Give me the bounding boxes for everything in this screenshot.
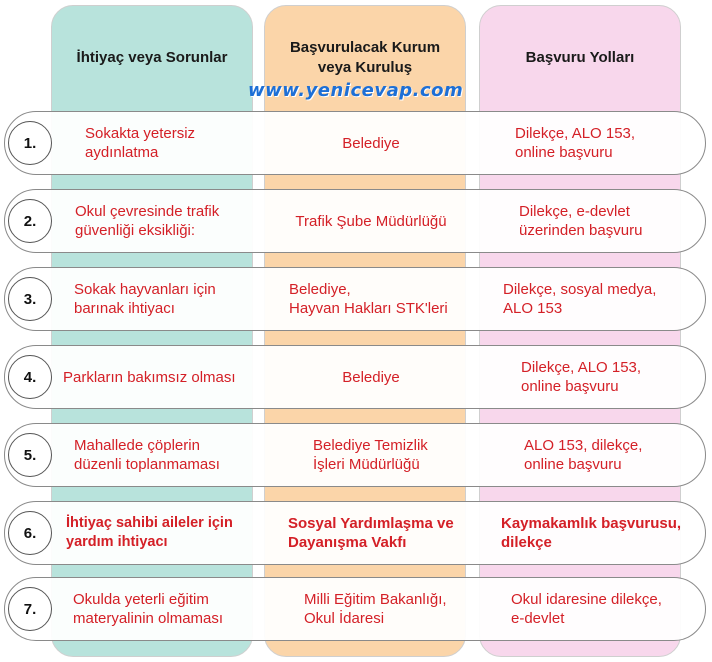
need-cell: Parkların bakımsız olması xyxy=(63,368,236,386)
needs-header: İhtiyaç veya Sorunlar xyxy=(76,49,228,66)
institution-cell: Belediye xyxy=(342,368,400,386)
need-cell: Mahallede çöplerin düzenli toplanmaması xyxy=(74,437,220,473)
need-cell: Okul çevresinde trafik güvenliği eksikliği: xyxy=(75,203,220,239)
institution-cell: Belediye Temizlik İşleri Müdürlüğü xyxy=(313,437,428,473)
row-number: 6. xyxy=(8,511,52,555)
ways-header: Başvuru Yolları xyxy=(525,49,635,66)
table-row xyxy=(4,345,706,409)
need-cell: Sokak hayvanları için barınak ihtiyacı xyxy=(74,281,216,317)
need-cell: Okulda yeterli eğitim materyalinin olmaması xyxy=(73,591,224,627)
ways-cell: Dilekçe, e-devlet üzerinden başvuru xyxy=(519,203,643,239)
need-cell: Sokakta yetersiz aydınlatma xyxy=(85,125,196,161)
ways-cell: ALO 153, dilekçe, online başvuru xyxy=(524,437,643,473)
institution-cell: Trafik Şube Müdürlüğü xyxy=(295,212,447,230)
institution-cell: Belediye, Hayvan Hakları STK'leri xyxy=(289,281,448,317)
watermark: www.yenicevap.com xyxy=(248,80,464,101)
ways-cell: Kaymakamlık başvurusu, dilekçe xyxy=(501,515,682,551)
row-number: 2. xyxy=(8,199,52,243)
table-row xyxy=(4,111,706,175)
ways-cell: Okul idaresine dilekçe, e-devlet xyxy=(511,591,662,627)
table-row xyxy=(4,267,706,331)
table-row xyxy=(4,189,706,253)
table-row xyxy=(4,423,706,487)
ways-cell: Dilekçe, ALO 153, online başvuru xyxy=(521,359,642,395)
row-number: 5. xyxy=(8,433,52,477)
institution-cell: Belediye xyxy=(342,134,400,152)
row-number: 3. xyxy=(8,277,52,321)
ways-cell: Dilekçe, sosyal medya, ALO 153 xyxy=(503,281,657,317)
row-number: 7. xyxy=(8,587,52,631)
row-number: 1. xyxy=(8,121,52,165)
institution-cell: Milli Eğitim Bakanlığı, Okul İdaresi xyxy=(304,591,447,627)
table-row xyxy=(4,501,706,565)
table-row xyxy=(4,577,706,641)
institution-cell: Sosyal Yardımlaşma ve Dayanışma Vakfı xyxy=(288,515,454,551)
row-number: 4. xyxy=(8,355,52,399)
institution-header: Başvurulacak Kurum veya Kuruluş xyxy=(289,39,441,76)
need-cell: İhtiyaç sahibi aileler için yardım ihtiyacı xyxy=(66,515,233,550)
ways-cell: Dilekçe, ALO 153, online başvuru xyxy=(515,125,636,161)
